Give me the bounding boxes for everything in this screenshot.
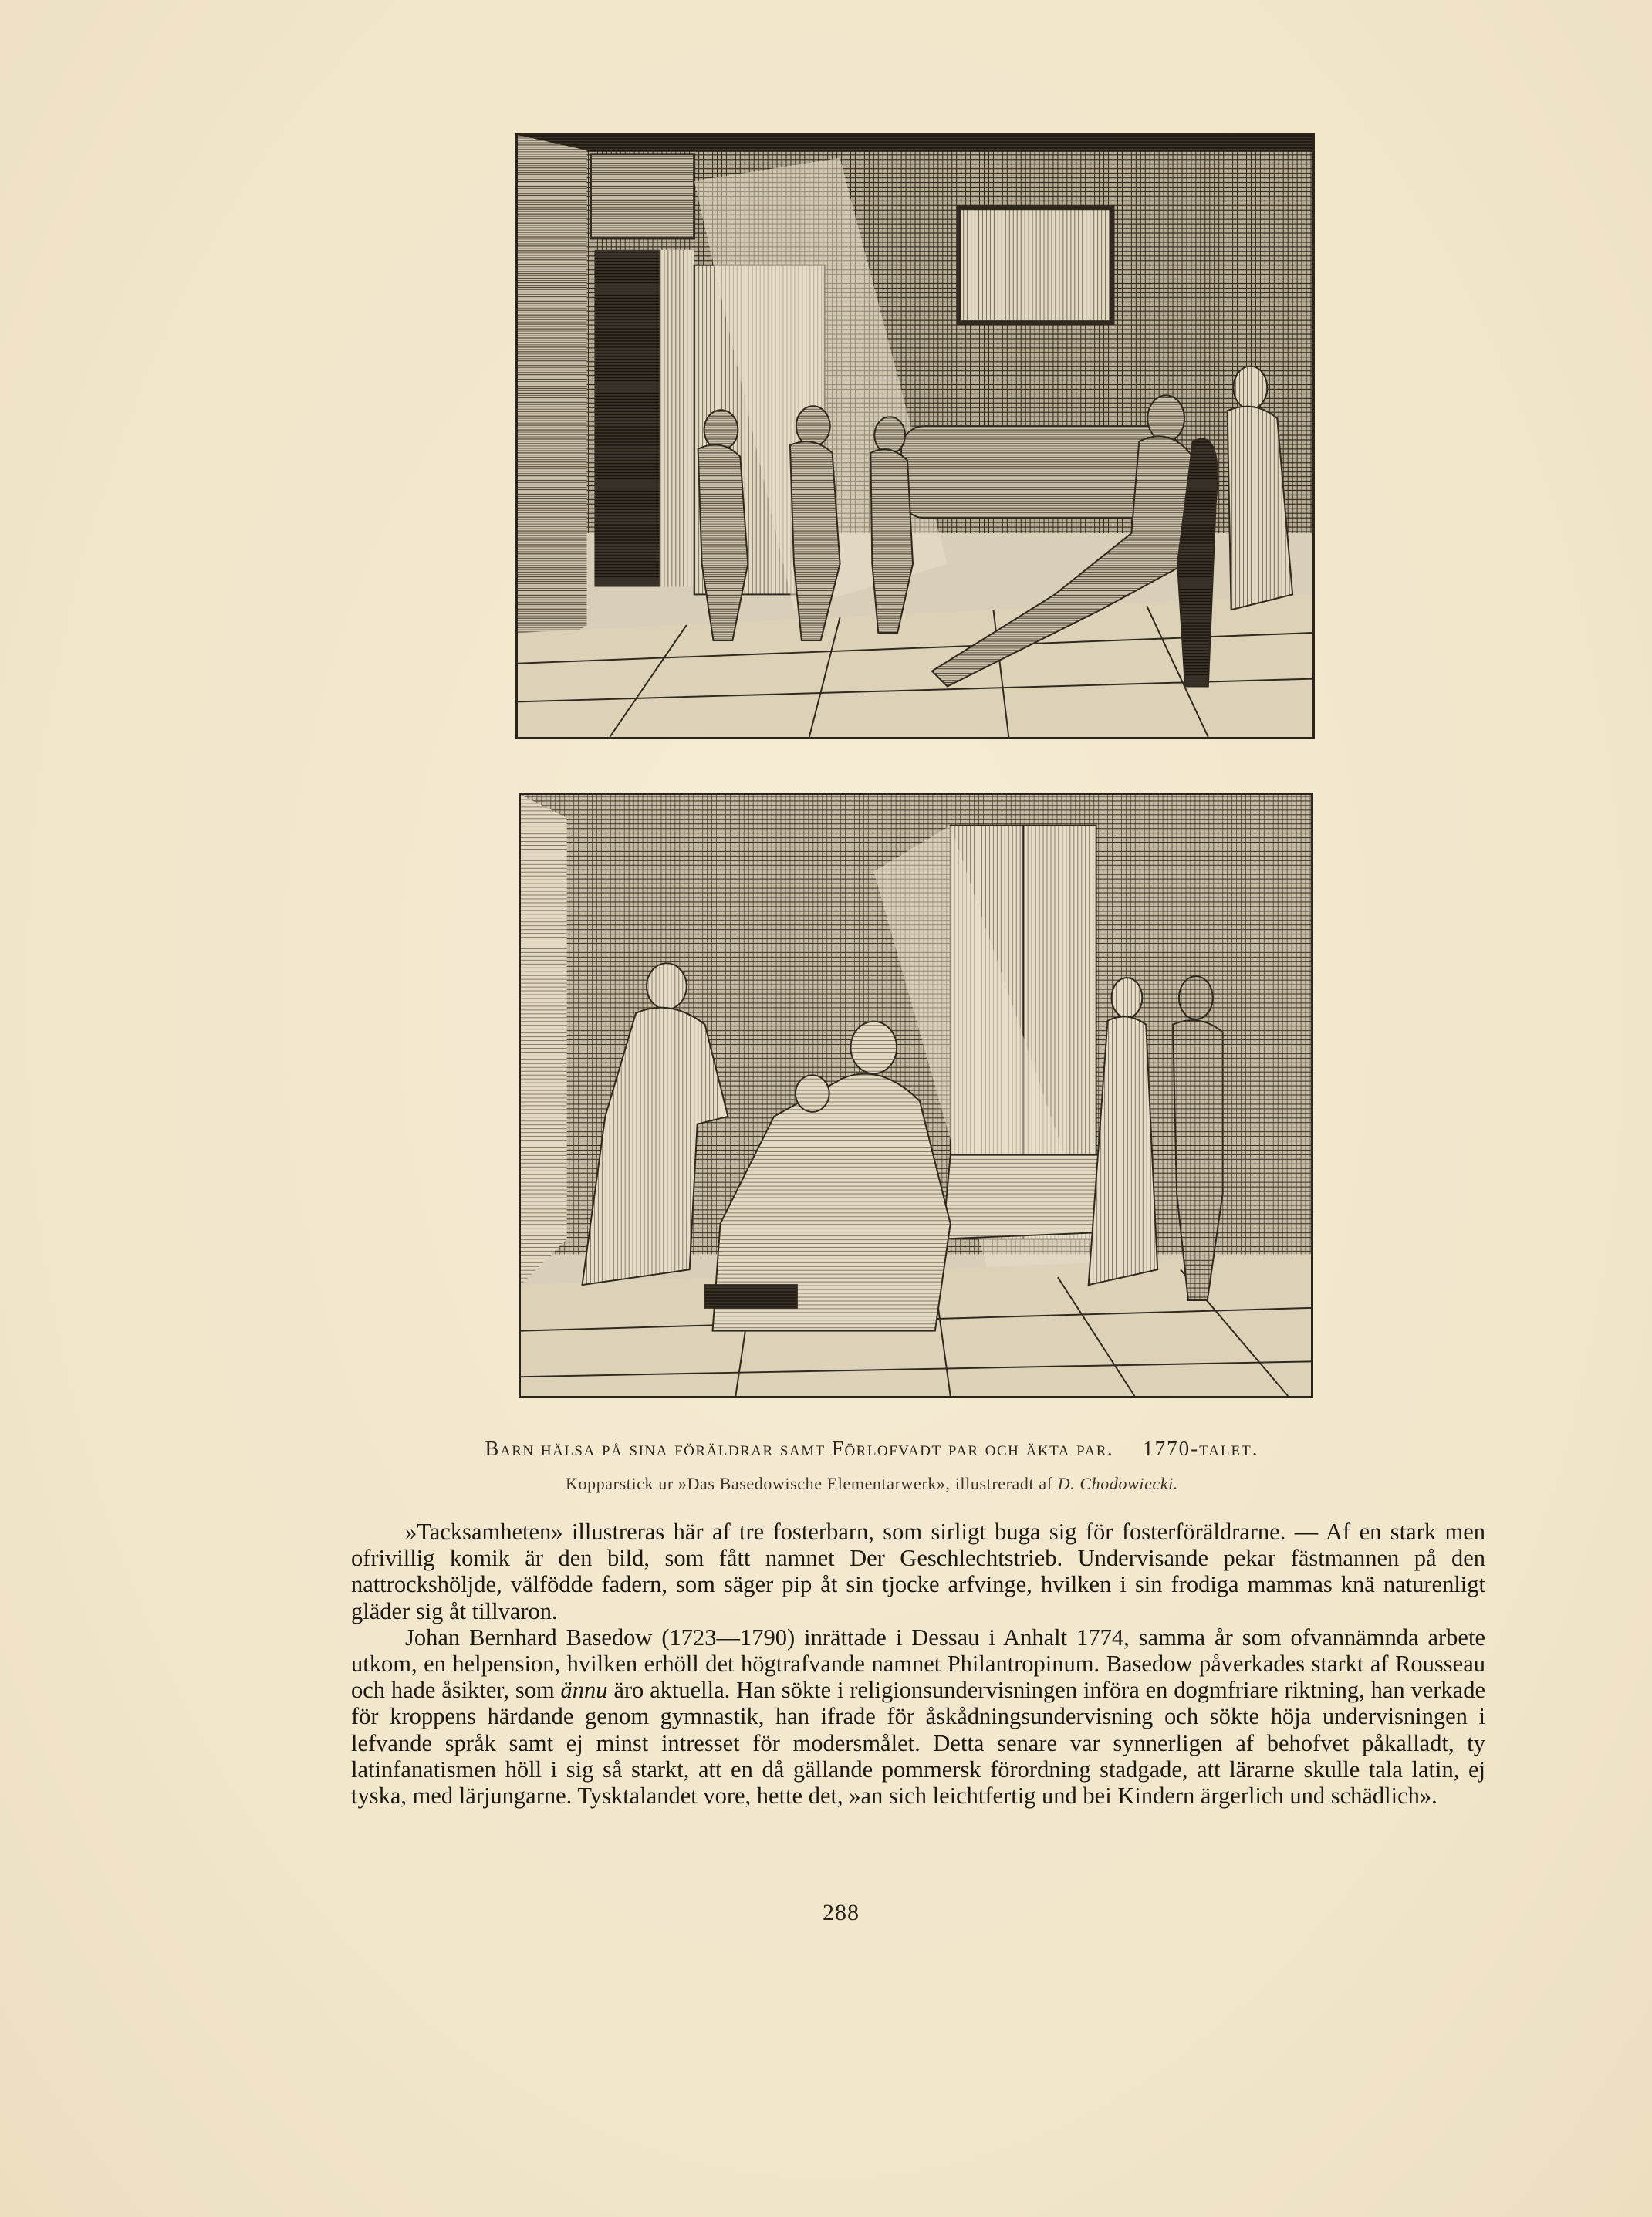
engraving-drawing [518,135,1312,737]
page-number: 288 [823,1900,860,1925]
text-run: »Tacksamheten» illustreras här af tre fosterbarn, som sirligt buga sig för fosterföräldrarne. — Af en stark men ofrivillig komik är den bild, som fått namnet Der Geschlechtstrieb. Undervisande pekar fästmannen på den nattrockshöljde, välfödde fadern, som säger pip åt sin tjocke arfvinge, hvilken i sin frodiga mammas knä naturenligt gläder sig åt tillvaron. [351,1519,1485,1624]
caption-artist: D. Chodowiecki. [1057,1474,1178,1493]
figure-caption-title [285,1437,1458,1461]
text-run: äro aktuella. Han sökte i religionsundervisningen införa en dogmfriare riktning, han verkade för kroppens härdande genom gymnastik, han ifrade för åskådningsundervisning och sökte höja undervisningen i lefvande språk samt ej minst intresset för modersmålet. Detta senare var synnerligen af behofvet påkalladt, ty latinfanatismen höll i sig så starkt, att en då gällande pommersk förordning stadgade, att lärarne skulle tala latin, ej tyska, med lärjungarne. Tysktalandet vore, hette det, »an sich leichtfertig und bei Kindern ärgerlich und schädlich». [351,1677,1485,1810]
caption-source-text: Kopparstick ur »Das Basedowische Elementarwerk», illustreradt af [566,1474,1053,1493]
body-paragraph [351,1624,1485,1809]
engraving-drawing [521,795,1311,1396]
body-text [351,1519,1485,1809]
engraving-children-greeting-parents [515,133,1315,739]
body-paragraph [351,1519,1485,1624]
figure-caption-source [285,1474,1458,1494]
caption-year: 1770-talet. [1143,1437,1259,1460]
text-run: Johan Bernhard Basedow (1723—1790) inrättade i Dessau i Anhalt 1774, samma år som ofvannämnda arbete utkom, en helpension, hvilken erhöll det högtrafvande namnet Philantropinum. Basedow påverkades starkt af Rousseau och hade åsikter, som [351,1624,1485,1704]
caption-title-text: Barn hälsa på sina föräldrar samt Förlofvadt par och äkta par. [485,1437,1114,1460]
italic-run: ännu [560,1677,608,1704]
engraving-betrothed-and-married-couple [519,793,1313,1398]
